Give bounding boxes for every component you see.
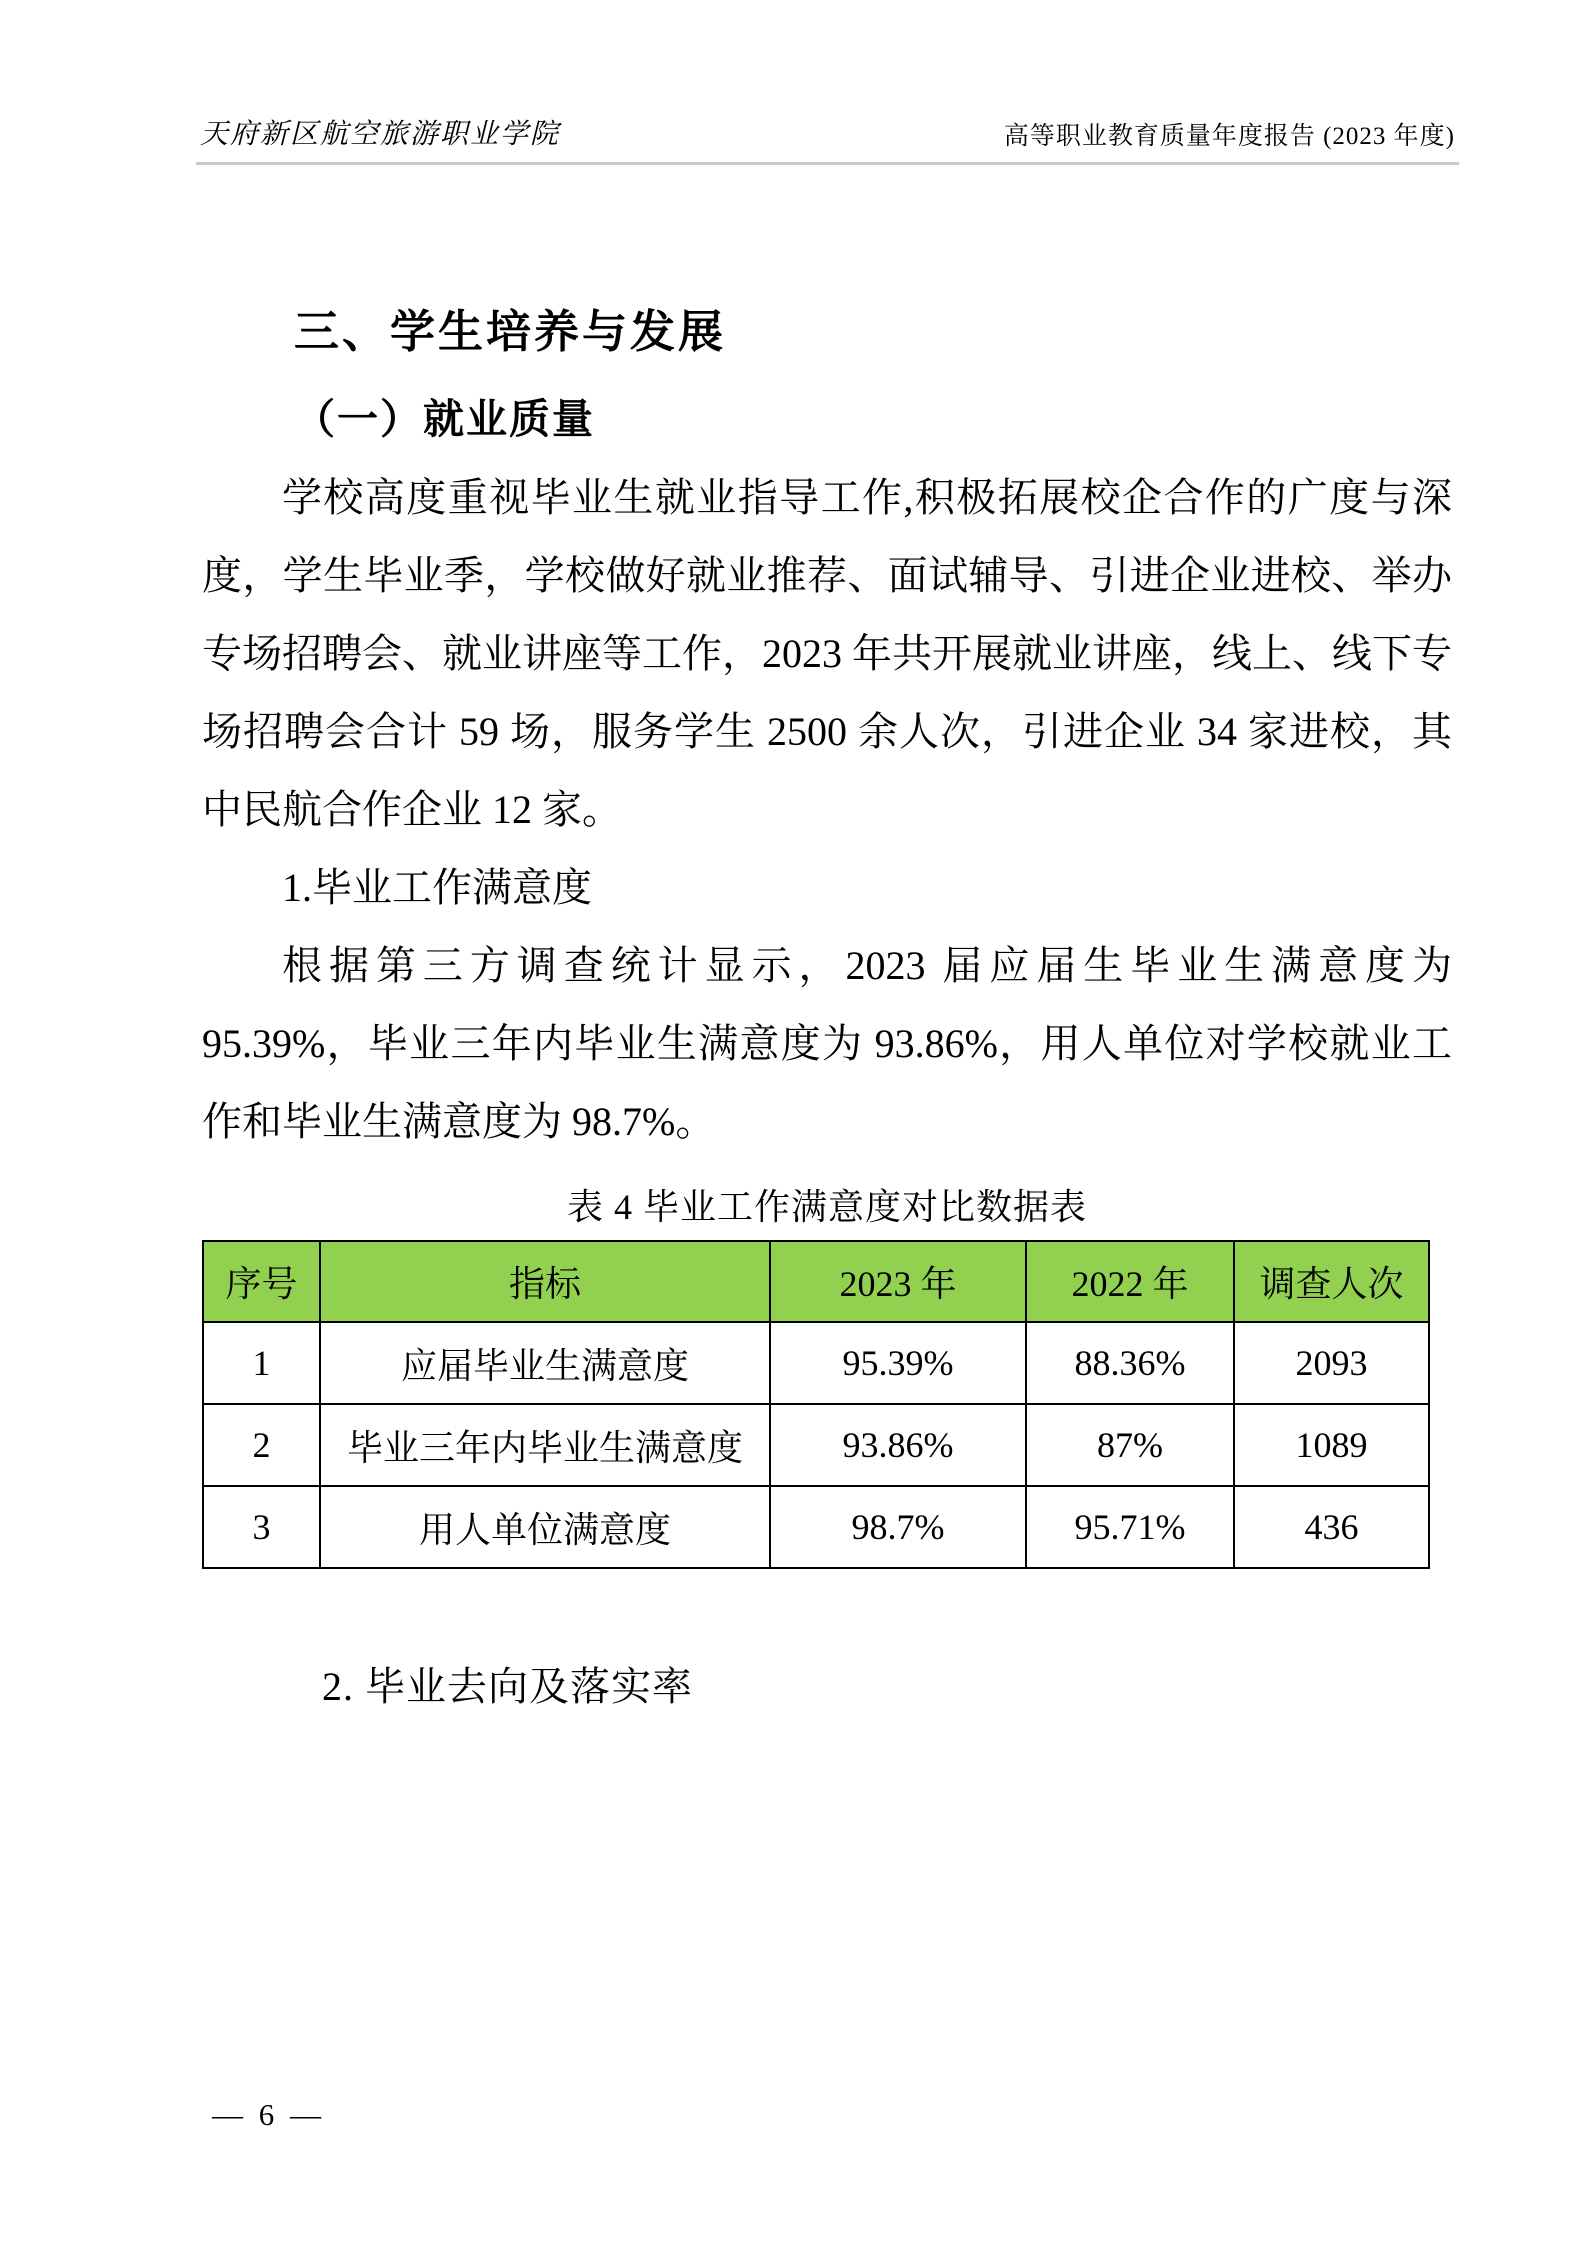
header-school-name: 天府新区航空旅游职业学院 bbox=[200, 119, 561, 150]
cell-surveyed: 1089 bbox=[1234, 1404, 1429, 1486]
cell-indicator: 应届毕业生满意度 bbox=[320, 1322, 770, 1404]
cell-2023: 95.39% bbox=[770, 1322, 1026, 1404]
paragraph-survey: 根据第三方调查统计显示，2023 届应届生毕业生满意度为 95.39%，毕业三年内毕业生满意度为 93.86%，用人单位对学校就业工作和毕业生满意度为 98.7%。 bbox=[202, 943, 1452, 1144]
cell-surveyed: 436 bbox=[1234, 1486, 1429, 1568]
subheading-destination: 2. 毕业去向及落实率 bbox=[322, 1664, 693, 1709]
header-cell-index: 序号 bbox=[203, 1241, 320, 1322]
cell-surveyed: 2093 bbox=[1234, 1322, 1429, 1404]
cell-index: 2 bbox=[203, 1404, 320, 1486]
subheading-satisfaction: 1.毕业工作满意度 bbox=[282, 865, 592, 910]
table-row bbox=[203, 1486, 1429, 1568]
table-row bbox=[203, 1404, 1429, 1486]
table-header-row bbox=[203, 1241, 1429, 1322]
cell-2022: 88.36% bbox=[1026, 1322, 1234, 1404]
subsection-heading: （一）就业质量 bbox=[294, 396, 595, 442]
paragraph-employment: 学校高度重视毕业生就业指导工作,积极拓展校企合作的广度与深度，学生毕业季，学校做好就业推荐、面试辅导、引进企业进校、举办专场招聘会、就业讲座等工作，2023 年共开展就业讲座，线上、线下专场招聘会合计 59 场，服务学生 2500 余人次，引进企业 34 家进校，其中民航合作企业 12 家。 bbox=[202, 475, 1452, 832]
table-caption: 表 4 毕业工作满意度对比数据表 bbox=[566, 1187, 1087, 1227]
header-cell-indicator: 指标 bbox=[320, 1241, 770, 1322]
cell-indicator: 毕业三年内毕业生满意度 bbox=[320, 1404, 770, 1486]
table-row bbox=[203, 1322, 1429, 1404]
page-body bbox=[202, 295, 1452, 1712]
section-heading: 三、学生培养与发展 bbox=[294, 306, 727, 357]
running-header bbox=[196, 0, 1459, 165]
cell-indicator: 用人单位满意度 bbox=[320, 1486, 770, 1568]
header-cell-2023: 2023 年 bbox=[770, 1241, 1026, 1322]
cell-index: 3 bbox=[203, 1486, 320, 1568]
cell-2022: 95.71% bbox=[1026, 1486, 1234, 1568]
header-report-title: 高等职业教育质量年度报告 (2023 年度) bbox=[1003, 123, 1455, 150]
cell-2022: 87% bbox=[1026, 1404, 1234, 1486]
cell-2023: 93.86% bbox=[770, 1404, 1026, 1486]
page-number: — 6 — bbox=[212, 2097, 325, 2132]
satisfaction-table bbox=[202, 1240, 1430, 1569]
header-cell-2022: 2022 年 bbox=[1026, 1241, 1234, 1322]
cell-index: 1 bbox=[203, 1322, 320, 1404]
header-cell-surveyed: 调查人次 bbox=[1234, 1241, 1429, 1322]
cell-2023: 98.7% bbox=[770, 1486, 1026, 1568]
